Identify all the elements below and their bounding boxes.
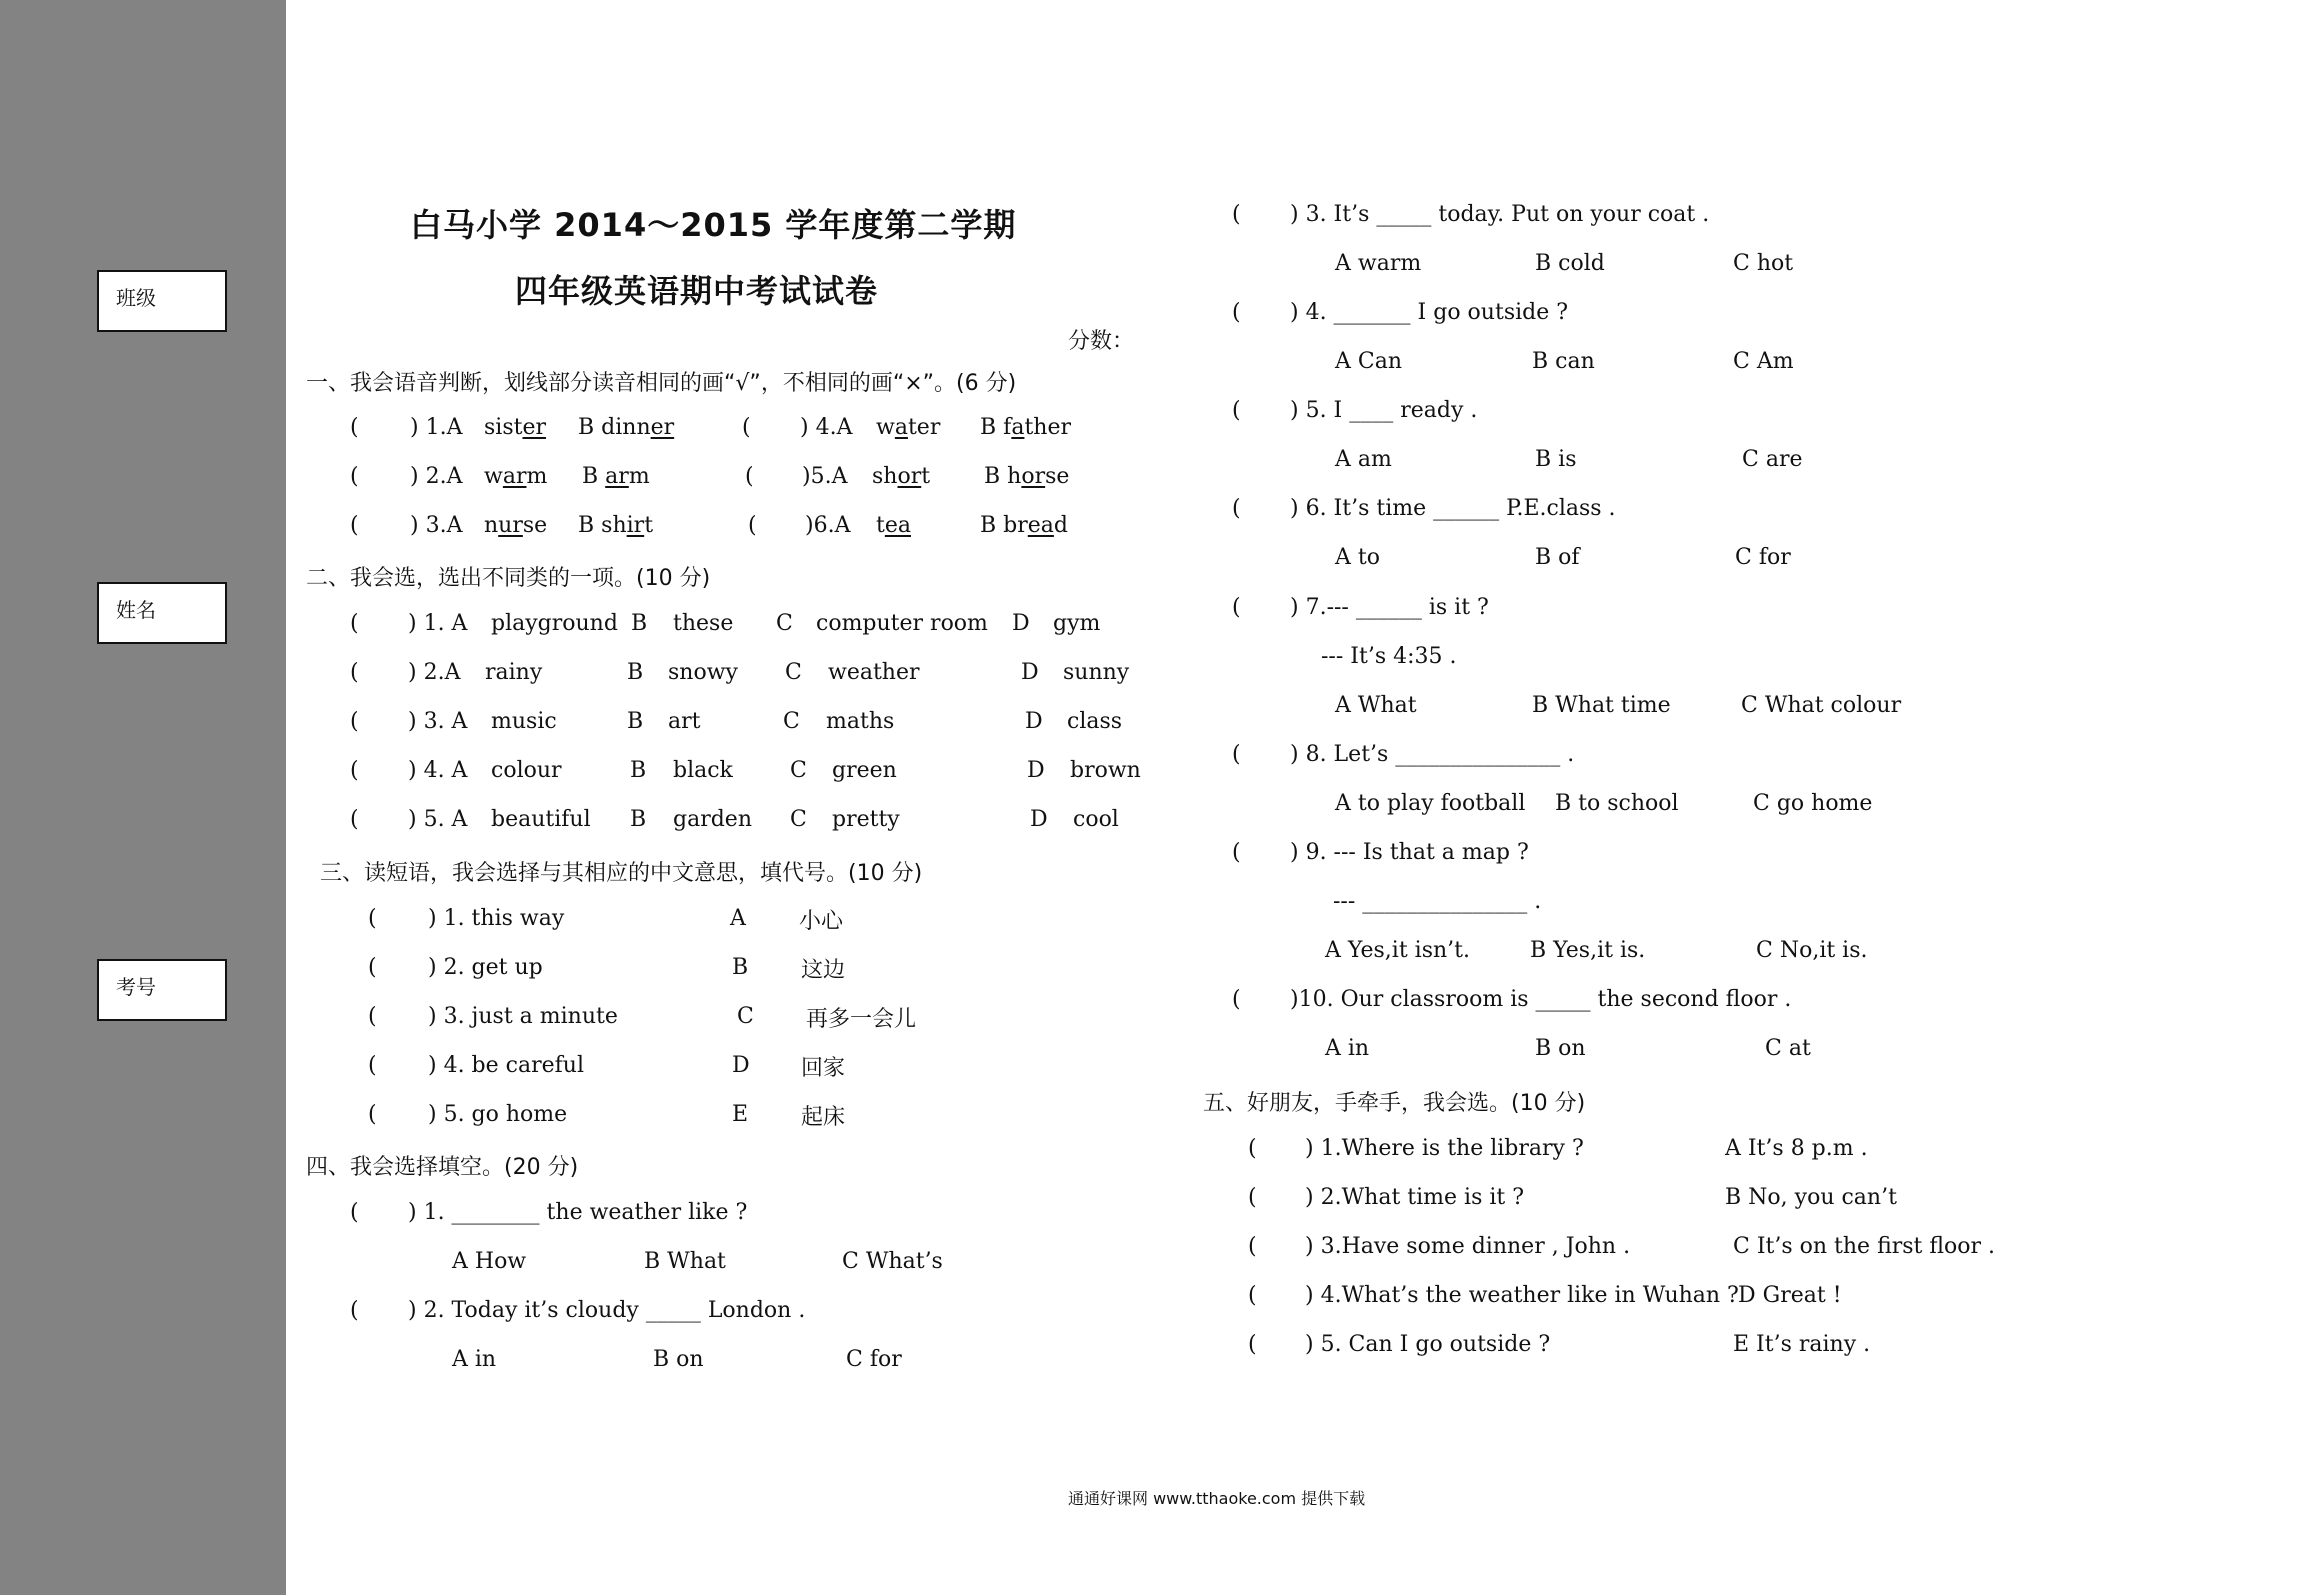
s4-q10-option-a: A in bbox=[1325, 1036, 1370, 1061]
s4-q8-option-a: A to play football bbox=[1335, 791, 1526, 816]
s2-q1-label-b: B bbox=[631, 611, 648, 636]
s1-q3-num: ) 3.A bbox=[410, 513, 463, 538]
s1-q3-option-a: nurse bbox=[484, 513, 548, 538]
s4-q3-text: ) 3. It’s _____ today. Put on your coat . bbox=[1290, 202, 1710, 227]
s5-answer-d: D Great ! bbox=[1738, 1283, 1842, 1308]
s4-q2-option-a: A in bbox=[452, 1347, 497, 1372]
s5-q5-paren: ( bbox=[1248, 1332, 1257, 1357]
s1-q5-num: )5.A bbox=[802, 464, 848, 489]
s3-q2-phrase: ) 2. get up bbox=[428, 955, 543, 980]
s4-q7-option-b: B What time bbox=[1532, 693, 1671, 718]
s5-q1-question: ) 1.Where is the library ? bbox=[1305, 1136, 1584, 1161]
s2-q2-label-c: C bbox=[785, 660, 802, 685]
s4-q5-text: ) 5. I ____ ready . bbox=[1290, 398, 1478, 423]
s4-q6-option-c: C for bbox=[1735, 545, 1791, 570]
section1-heading: 一、我会语音判断，划线部分读音相同的画“√”，不相同的画“×”。(6 分) bbox=[306, 371, 1017, 396]
s4-q4-option-c: C Am bbox=[1733, 349, 1794, 374]
s4-q1-option-c: C What’s bbox=[842, 1249, 943, 1274]
s4-q3-paren: ( bbox=[1232, 202, 1241, 227]
s2-q4-num: ) 4. A bbox=[408, 758, 468, 783]
s4-q8-option-c: C go home bbox=[1753, 791, 1873, 816]
s3-q4-meaning: 回家 bbox=[801, 1056, 846, 1081]
s5-answer-b: B No, you can’t bbox=[1725, 1185, 1897, 1210]
s3-q2-paren: ( bbox=[368, 955, 377, 980]
s3-q3-meaning: 再多一会儿 bbox=[806, 1007, 917, 1032]
s4-q2-paren: ( bbox=[350, 1298, 359, 1323]
s4-q3-option-b: B cold bbox=[1535, 251, 1605, 276]
s4-q4-option-a: A Can bbox=[1335, 349, 1402, 374]
s2-q1-label-c: C bbox=[776, 611, 793, 636]
s5-q4-question: ) 4.What’s the weather like in Wuhan ? bbox=[1305, 1283, 1739, 1308]
s2-q3-option-a: music bbox=[491, 709, 557, 734]
s3-q4-letter: D bbox=[732, 1053, 750, 1078]
s1-q3-paren: ( bbox=[350, 513, 359, 538]
section4-heading: 四、我会选择填空。(20 分) bbox=[306, 1155, 579, 1180]
s4-q3-option-c: C hot bbox=[1733, 251, 1794, 276]
s2-q3-label-d: D bbox=[1025, 709, 1043, 734]
s1-q1-option-a: sister bbox=[484, 415, 547, 440]
s4-q10-paren: ( bbox=[1232, 987, 1241, 1012]
s3-q1-paren: ( bbox=[368, 906, 377, 931]
s4-q7-text: ) 7.--- ______ is it ? bbox=[1290, 595, 1489, 620]
s1-q6-option-a: tea bbox=[876, 513, 911, 538]
s2-q1-paren: ( bbox=[350, 611, 359, 636]
s2-q3-option-d: class bbox=[1067, 709, 1123, 734]
s2-q2-option-d: sunny bbox=[1063, 660, 1130, 685]
s4-q3-option-a: A warm bbox=[1335, 251, 1422, 276]
s1-q1-option-b: B dinner bbox=[578, 415, 675, 440]
s5-q3-paren: ( bbox=[1248, 1234, 1257, 1259]
s5-q2-paren: ( bbox=[1248, 1185, 1257, 1210]
s3-q2-meaning: 这边 bbox=[801, 958, 846, 983]
s3-q5-letter: E bbox=[732, 1102, 749, 1127]
s4-q1-option-a: A How bbox=[452, 1249, 527, 1274]
s1-q4-paren: ( bbox=[742, 415, 751, 440]
s4-q6-option-b: B of bbox=[1535, 545, 1580, 570]
s2-q5-option-c: pretty bbox=[832, 807, 900, 832]
section5-heading: 五、好朋友，手牵手，我会选。(10 分) bbox=[1203, 1091, 1586, 1116]
s4-q2-option-c: C for bbox=[846, 1347, 902, 1372]
s4-q7-paren: ( bbox=[1232, 595, 1241, 620]
s4-q9-text: ) 9. --- Is that a map ? bbox=[1290, 840, 1529, 865]
left-margin-band bbox=[0, 0, 286, 1595]
s4-q9-option-c: C No,it is. bbox=[1756, 938, 1868, 963]
section3-heading: 三、读短语，我会选择与其相应的中文意思，填代号。(10 分) bbox=[320, 861, 923, 886]
s4-q2-text: ) 2. Today it’s cloudy _____ London . bbox=[408, 1298, 806, 1323]
exam-number-field[interactable] bbox=[97, 959, 227, 1021]
s4-q9-paren: ( bbox=[1232, 840, 1241, 865]
s2-q3-option-b: art bbox=[668, 709, 701, 734]
s2-q2-label-d: D bbox=[1021, 660, 1039, 685]
s4-q1-option-b: B What bbox=[644, 1249, 726, 1274]
s4-q4-text: ) 4. _______ I go outside ? bbox=[1290, 300, 1569, 325]
s2-q4-label-d: D bbox=[1027, 758, 1045, 783]
s2-q5-paren: ( bbox=[350, 807, 359, 832]
s4-q1-paren: ( bbox=[350, 1200, 359, 1225]
s3-q3-letter: C bbox=[737, 1004, 754, 1029]
s2-q1-num: ) 1. A bbox=[408, 611, 468, 636]
s1-q4-option-a: water bbox=[876, 415, 941, 440]
s3-q3-phrase: ) 3. just a minute bbox=[428, 1004, 618, 1029]
s2-q3-paren: ( bbox=[350, 709, 359, 734]
s5-q5-question: ) 5. Can I go outside ? bbox=[1305, 1332, 1551, 1357]
s1-q2-paren: ( bbox=[350, 464, 359, 489]
s1-q6-option-b: B bread bbox=[980, 513, 1068, 538]
s2-q4-label-c: C bbox=[790, 758, 807, 783]
s2-q1-option-b: these bbox=[673, 611, 734, 636]
s2-q1-label-d: D bbox=[1012, 611, 1030, 636]
s5-answer-a: A It’s 8 p.m . bbox=[1725, 1136, 1868, 1161]
s4-q6-text: ) 6. It’s time ______ P.E.class . bbox=[1290, 496, 1616, 521]
footer-source: 通通好课网 www.tthaoke.com 提供下载 bbox=[1068, 1489, 1366, 1508]
s1-q2-option-b: B arm bbox=[582, 464, 650, 489]
s1-q5-option-b: B horse bbox=[984, 464, 1070, 489]
s2-q4-option-a: colour bbox=[491, 758, 562, 783]
s4-q5-option-c: C are bbox=[1742, 447, 1803, 472]
s4-q9-text2: --- _______________ . bbox=[1333, 889, 1542, 914]
name-label: 姓名 bbox=[116, 598, 156, 622]
s4-q7-option-c: C What colour bbox=[1741, 693, 1902, 718]
s2-q1-option-a: playground bbox=[491, 611, 618, 636]
section2-heading: 二、我会选，选出不同类的一项。(10 分) bbox=[306, 566, 711, 591]
s4-q1-text: ) 1. ________ the weather like ? bbox=[408, 1200, 748, 1225]
class-field[interactable] bbox=[97, 270, 227, 332]
exam-title-line2: 四年级英语期中考试试卷 bbox=[515, 272, 879, 310]
s1-q4-num: ) 4.A bbox=[800, 415, 853, 440]
s2-q1-option-c: computer room bbox=[816, 611, 988, 636]
s2-q5-label-c: C bbox=[790, 807, 807, 832]
s2-q5-option-b: garden bbox=[673, 807, 752, 832]
s3-q3-paren: ( bbox=[368, 1004, 377, 1029]
s1-q2-option-a: warm bbox=[484, 464, 548, 489]
s2-q2-option-a: rainy bbox=[485, 660, 543, 685]
s5-answer-c: C It’s on the first floor . bbox=[1733, 1234, 1996, 1259]
exam-number-label: 考号 bbox=[116, 975, 156, 999]
s3-q5-paren: ( bbox=[368, 1102, 377, 1127]
s3-q1-phrase: ) 1. this way bbox=[428, 906, 565, 931]
s4-q5-option-a: A am bbox=[1335, 447, 1392, 472]
s1-q3-option-b: B shirt bbox=[578, 513, 654, 538]
s2-q5-label-d: D bbox=[1030, 807, 1048, 832]
s1-q1-paren: ( bbox=[350, 415, 359, 440]
s1-q6-paren: ( bbox=[748, 513, 757, 538]
s1-q5-paren: ( bbox=[745, 464, 754, 489]
s4-q8-option-b: B to school bbox=[1555, 791, 1679, 816]
class-label: 班级 bbox=[116, 286, 156, 310]
s2-q5-num: ) 5. A bbox=[408, 807, 468, 832]
s1-q4-option-b: B father bbox=[980, 415, 1071, 440]
s4-q5-option-b: B is bbox=[1535, 447, 1577, 472]
s5-q2-question: ) 2.What time is it ? bbox=[1305, 1185, 1525, 1210]
s3-q1-meaning: 小心 bbox=[799, 909, 844, 934]
s2-q4-option-b: black bbox=[673, 758, 733, 783]
s3-q4-phrase: ) 4. be careful bbox=[428, 1053, 584, 1078]
s5-answer-e: E It’s rainy . bbox=[1733, 1332, 1871, 1357]
s1-q6-num: )6.A bbox=[805, 513, 851, 538]
s2-q1-option-d: gym bbox=[1053, 611, 1101, 636]
s2-q4-label-b: B bbox=[630, 758, 647, 783]
name-field[interactable] bbox=[97, 582, 227, 644]
s3-q5-meaning: 起床 bbox=[801, 1105, 846, 1130]
s5-q4-paren: ( bbox=[1248, 1283, 1257, 1308]
s2-q4-option-d: brown bbox=[1070, 758, 1141, 783]
s4-q10-option-b: B on bbox=[1535, 1036, 1586, 1061]
s5-q3-question: ) 3.Have some dinner , John . bbox=[1305, 1234, 1631, 1259]
s2-q2-paren: ( bbox=[350, 660, 359, 685]
score-label: 分数： bbox=[1068, 329, 1135, 354]
s2-q2-option-b: snowy bbox=[668, 660, 738, 685]
s2-q5-option-a: beautiful bbox=[491, 807, 591, 832]
s3-q2-letter: B bbox=[732, 955, 749, 980]
s2-q3-label-c: C bbox=[783, 709, 800, 734]
s4-q5-paren: ( bbox=[1232, 398, 1241, 423]
s4-q8-text: ) 8. Let’s _______________ . bbox=[1290, 742, 1575, 767]
exam-title-line1: 白马小学 2014～2015 学年度第二学期 bbox=[410, 206, 1017, 244]
s1-q1-num: ) 1.A bbox=[410, 415, 463, 440]
s3-q1-letter: A bbox=[730, 906, 746, 931]
s4-q7-option-a: A What bbox=[1335, 693, 1417, 718]
s3-q5-phrase: ) 5. go home bbox=[428, 1102, 568, 1127]
s4-q9-option-a: A Yes,it isn’t. bbox=[1325, 938, 1470, 963]
s2-q5-label-b: B bbox=[630, 807, 647, 832]
s4-q4-paren: ( bbox=[1232, 300, 1241, 325]
s4-q2-option-b: B on bbox=[653, 1347, 704, 1372]
s4-q10-text: )10. Our classroom is _____ the second floor . bbox=[1290, 987, 1792, 1012]
s2-q3-option-c: maths bbox=[826, 709, 895, 734]
s4-q6-option-a: A to bbox=[1335, 545, 1380, 570]
s5-q1-paren: ( bbox=[1248, 1136, 1257, 1161]
s2-q2-label-b: B bbox=[627, 660, 644, 685]
s4-q9-option-b: B Yes,it is. bbox=[1530, 938, 1646, 963]
s4-q4-option-b: B can bbox=[1532, 349, 1595, 374]
s4-q10-option-c: C at bbox=[1765, 1036, 1811, 1061]
s2-q4-option-c: green bbox=[832, 758, 897, 783]
s2-q4-paren: ( bbox=[350, 758, 359, 783]
s4-q7-text2: --- It’s 4:35 . bbox=[1321, 644, 1457, 669]
s2-q3-num: ) 3. A bbox=[408, 709, 468, 734]
s4-q8-paren: ( bbox=[1232, 742, 1241, 767]
s1-q2-num: ) 2.A bbox=[410, 464, 463, 489]
s2-q5-option-d: cool bbox=[1073, 807, 1119, 832]
s2-q2-option-c: weather bbox=[828, 660, 920, 685]
s4-q6-paren: ( bbox=[1232, 496, 1241, 521]
s2-q2-num: ) 2.A bbox=[408, 660, 461, 685]
s1-q5-option-a: short bbox=[872, 464, 931, 489]
s2-q3-label-b: B bbox=[627, 709, 644, 734]
s3-q4-paren: ( bbox=[368, 1053, 377, 1078]
